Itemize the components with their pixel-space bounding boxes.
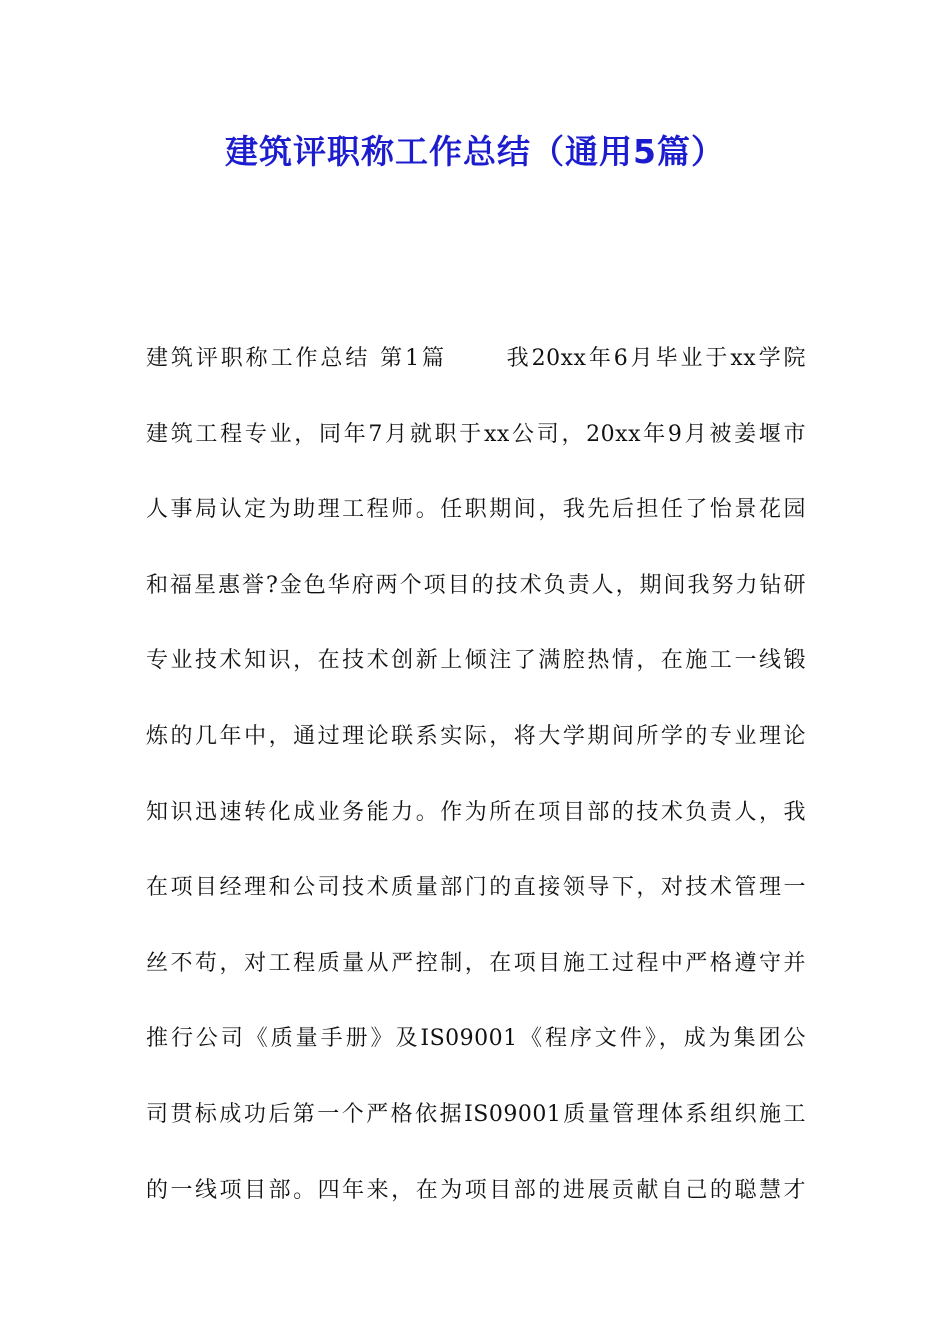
body-line: 丝不苟，对工程质量从严控制，在项目施工过程中严格遵守并 [146, 950, 806, 976]
body-line: 在项目经理和公司技术质量部门的直接领导下，对技术管理一 [146, 875, 806, 901]
body-line: 推行公司《质量手册》及IS09001《程序文件》，成为集团公 [146, 1026, 806, 1052]
body-line: 建筑工程专业，同年7月就职于xx公司，20xx年9月被姜堰市 [146, 421, 806, 447]
body-line: 炼的几年中，通过理论联系实际，将大学期间所学的专业理论 [146, 723, 806, 749]
document-title: 建筑评职称工作总结（通用5篇） [225, 132, 725, 171]
body-line: 人事局认定为助理工程师。任职期间，我先后担任了怡景花园 [146, 497, 806, 523]
body-line: 专业技术知识，在技术创新上倾注了满腔热情，在施工一线锻 [146, 648, 806, 674]
body-line: 知识迅速转化成业务能力。作为所在项目部的技术负责人，我 [146, 799, 806, 825]
document-body [146, 333, 806, 1240]
body-line: 司贯标成功后第一个严格依据IS09001质量管理体系组织施工 [146, 1101, 806, 1127]
body-line: 的一线项目部。四年来，在为项目部的进展贡献自己的聪慧才 [146, 1177, 806, 1203]
body-line: 和福星惠誉?金色华府两个项目的技术负责人，期间我努力钻研 [146, 572, 806, 598]
body-line: 建筑评职称工作总结 第1篇 我20xx年6月毕业于xx学院 [146, 346, 806, 371]
